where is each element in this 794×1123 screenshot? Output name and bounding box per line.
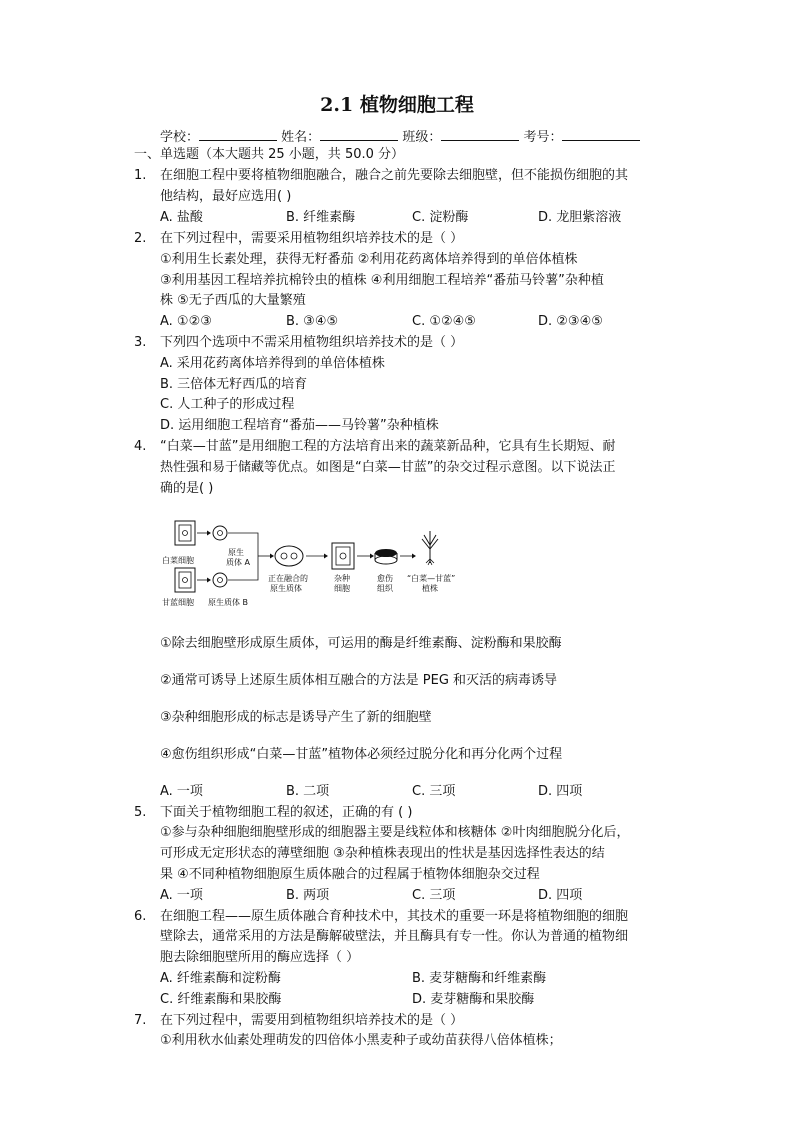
q3-option-a[interactable]: A. 采用花药离体培养得到的单倍体植株 [160, 356, 385, 371]
q5-option-b[interactable]: B. 两项 [286, 888, 330, 903]
q4-option-d[interactable]: D. 四项 [538, 784, 583, 799]
hybrid-cell-nucleus-icon [340, 553, 346, 559]
q5-stem-line3: 可形成无定形状态的薄壁细胞 ③杂种植株表现出的性状是基因选择性表达的结 [160, 846, 605, 861]
q5-stem-line4: 果 ④不同种植物细胞原生质体融合的过程属于植物体细胞杂交过程 [160, 867, 540, 882]
q5-option-a[interactable]: A. 一项 [160, 888, 203, 903]
protoplast-a-label-line1: 原生 [228, 548, 244, 557]
arrow-head-icon [370, 554, 374, 559]
q5-number: 5. [134, 805, 147, 820]
arrow-head-icon [324, 554, 328, 559]
q5-option-c[interactable]: C. 三项 [412, 888, 456, 903]
protoplast-b-nucleus-icon [218, 578, 223, 583]
q6-number: 6. [134, 909, 147, 924]
q1-option-d[interactable]: D. 龙胆紫溶液 [538, 210, 622, 225]
cabbage-cell-wall-icon [175, 521, 195, 545]
q2-stem-line1: 在下列过程中，需要采用植物组织培养技术的是（ ） [160, 231, 464, 246]
q4-statement-2: ②通常可诱导上述原生质体相互融合的方法是 PEG 和灭活的病毒诱导 [160, 673, 558, 688]
kale-cell-label: 甘蓝细胞 [162, 598, 194, 607]
fusing-label-line1: 正在融合的 [268, 574, 308, 583]
arrow-head-icon [412, 554, 416, 559]
q4-statement-1: ①除去细胞壁形成原生质体，可运用的酶是纤维素酶、淀粉酶和果胶酶 [160, 636, 562, 651]
q4-option-c[interactable]: C. 三项 [412, 784, 456, 799]
class-blank[interactable] [441, 128, 519, 141]
arrow-head-icon [270, 554, 274, 559]
q6-stem-line3: 胞去除细胞壁所用的酶应选择（ ） [160, 950, 360, 965]
fusing-nucleus-right-icon [291, 553, 297, 559]
q3-option-c[interactable]: C. 人工种子的形成过程 [160, 397, 295, 412]
class-label: 班级： [402, 130, 442, 145]
q1-stem-line1: 在细胞工程中要将植物细胞融合，融合之前先要除去细胞壁，但不能损伤细胞的其 [160, 168, 629, 183]
q1-stem-line2: 他结构，最好应选用( ) [160, 189, 292, 204]
cabbage-cell-nucleus-icon [183, 531, 188, 536]
q2-stem-line4: 株 ⑤无子西瓜的大量繁殖 [160, 293, 306, 308]
hybridization-diagram [160, 513, 460, 613]
name-label: 姓名： [281, 130, 321, 145]
school-blank[interactable] [199, 128, 277, 141]
kale-cell-wall-icon [175, 568, 195, 592]
q4-option-a[interactable]: A. 一项 [160, 784, 203, 799]
protoplast-a-label-line2: 质体 A [226, 558, 251, 567]
q4-statement-4: ④愈伤组织形成“白菜—甘蓝”植物体必须经过脱分化和再分化两个过程 [160, 747, 563, 762]
q2-option-d[interactable]: D. ②③④⑤ [538, 314, 603, 329]
q2-stem-line3: ③利用基因工程培养抗棉铃虫的植株 ④利用细胞工程培养“番茄马铃薯”杂种植 [160, 273, 604, 288]
q4-stem-line3: 确的是( ) [160, 481, 214, 496]
fusing-protoplasts-icon [275, 546, 303, 566]
callus-dish-icon [375, 556, 397, 564]
fusing-label-line2: 原生质体 [270, 584, 302, 593]
name-blank[interactable] [320, 128, 398, 141]
q4-stem-line1: “白菜—甘蓝”是用细胞工程的方法培育出来的蔬菜新品种，它具有生长期短、耐 [160, 439, 616, 454]
q5-option-d[interactable]: D. 四项 [538, 888, 583, 903]
q6-option-d[interactable]: D. 麦芽糖酶和果胶酶 [412, 992, 535, 1007]
q6-option-c[interactable]: C. 纤维素酶和果胶酶 [160, 992, 282, 1007]
q6-stem-line2: 壁除去，通常采用的方法是酶解破壁法，并且酶具有专一性。你认为普通的植物细 [160, 929, 629, 944]
callus-tissue-icon [375, 549, 397, 557]
q3-number: 3. [134, 335, 147, 350]
hybrid-cell-membrane-icon [336, 547, 350, 565]
hybrid-label-line2: 细胞 [334, 584, 350, 593]
q6-stem-line1: 在细胞工程——原生质体融合育种技术中，其技术的重要一环是将植物细胞的细胞 [160, 909, 629, 924]
q4-statement-3: ③杂种细胞形成的标志是诱导产生了新的细胞壁 [160, 710, 432, 725]
cabbage-cell-label: 白菜细胞 [162, 556, 194, 565]
cabbage-cell-membrane-icon [179, 525, 191, 541]
q4-number: 4. [134, 439, 147, 454]
q1-number: 1. [134, 168, 147, 183]
page-title: 2.1 植物细胞工程 [320, 94, 474, 116]
protoplast-b-label: 原生质体 B [208, 598, 249, 607]
q1-option-c[interactable]: C. 淀粉酶 [412, 210, 469, 225]
q7-stem-line2: ①利用秋水仙素处理萌发的四倍体小黑麦种子或幼苗获得八倍体植株； [160, 1033, 562, 1048]
q2-number: 2. [134, 231, 147, 246]
q4-stem-line2: 热性强和易于储藏等优点。如图是“白菜—甘蓝”的杂交过程示意图。以下说法正 [160, 460, 616, 475]
q7-stem-line1: 在下列过程中，需要用到植物组织培养技术的是（ ） [160, 1013, 464, 1028]
q6-option-b[interactable]: B. 麦芽糖酶和纤维素酶 [412, 971, 547, 986]
q2-option-c[interactable]: C. ①②④⑤ [412, 314, 476, 329]
q1-option-b[interactable]: B. 纤维素酶 [286, 210, 356, 225]
plant-label-line2: 植株 [422, 584, 438, 593]
arrow-head-icon [207, 578, 211, 583]
q3-option-b[interactable]: B. 三倍体无籽西瓜的培育 [160, 377, 308, 392]
plant-label-line1: “白菜—甘蓝” [407, 574, 456, 583]
callus-label-line1: 愈伤 [377, 574, 393, 583]
protoplast-b-icon [213, 573, 227, 587]
fusing-nucleus-left-icon [281, 553, 287, 559]
q3-stem-line1: 下列四个选项中不需采用植物组织培养技术的是（ ） [160, 335, 464, 350]
protoplast-a-nucleus-icon [218, 531, 223, 536]
q5-stem-line2: ①参与杂种细胞细胞壁形成的细胞器主要是线粒体和核糖体 ②叶肉细胞脱分化后， [160, 825, 630, 840]
protoplast-a-icon [213, 526, 227, 540]
q7-number: 7. [134, 1013, 147, 1028]
arrow-head-icon [207, 531, 211, 536]
q2-option-a[interactable]: A. ①②③ [160, 314, 212, 329]
q2-option-b[interactable]: B. ③④⑤ [286, 314, 339, 329]
q2-stem-line2: ①利用生长素处理，获得无籽番茄 ②利用花药离体培养得到的单倍体植株 [160, 252, 578, 267]
exam-no-label: 考号： [523, 130, 563, 145]
q1-option-a[interactable]: A. 盐酸 [160, 210, 203, 225]
q4-option-b[interactable]: B. 二项 [286, 784, 330, 799]
q5-stem-line1: 下面关于植物细胞工程的叙述，正确的有 ( ) [160, 805, 413, 820]
section-heading: 一、单选题（本大题共 25 小题，共 50.0 分） [134, 147, 405, 162]
kale-cell-membrane-icon [179, 572, 191, 588]
q6-option-a[interactable]: A. 纤维素酶和淀粉酶 [160, 971, 281, 986]
exam-no-blank[interactable] [562, 128, 640, 141]
student-info-row [160, 126, 640, 145]
school-label: 学校： [160, 130, 200, 145]
q3-option-d[interactable]: D. 运用细胞工程培育“番茄——马铃薯”杂种植株 [160, 418, 439, 433]
callus-label-line2: 组织 [377, 584, 393, 593]
kale-cell-nucleus-icon [183, 578, 188, 583]
hybrid-label-line1: 杂种 [334, 574, 350, 583]
